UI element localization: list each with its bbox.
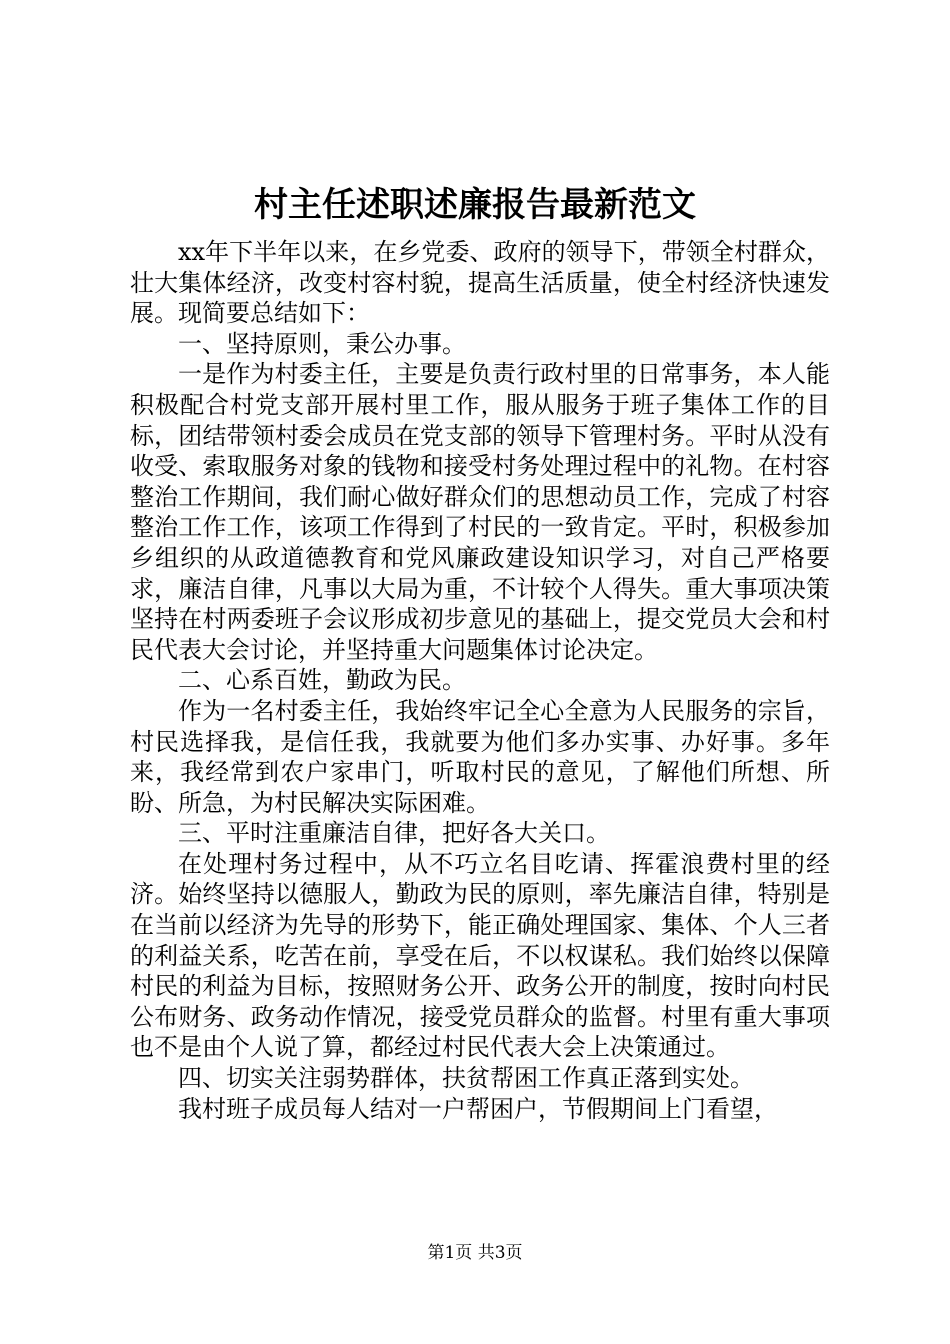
section-heading-4: 四、切实关注弱势群体，扶贫帮困工作真正落到实处。 (178, 1064, 754, 1093)
section-heading-2: 二、心系百姓，勤政为民。 (178, 666, 466, 695)
paragraph-section-1: 一是作为村委主任，主要是负责行政村里的日常事务，本人能积极配合村党支部开展村里工作，服从服务于班子集体工作的目标，团结带领村委会成员在党支部的领导下管理村务。平时从没有收受、索取服务对象的钱物和接受村务处理过程中的礼物。在村容整治工作期间，我们耐心做好群众们的思想动员工作，完成了村容整治工作工作，该项工作得到了村民的一致肯定。平时，积极参加乡组织的从政道德教育和党风廉政建设知识学习，对自己严格要求，廉洁自律，凡事以大局为重，不计较个人得失。重大事项决策坚持在村两委班子会议形成初步意见的基础上，提交党员大会和村民代表大会讨论，并坚持重大问题集体讨论决定。 (130, 360, 830, 664)
paragraph-section-4: 我村班子成员每人结对一户帮困户，节假期间上门看望， (178, 1094, 778, 1123)
section-heading-3: 三、平时注重廉洁自律，把好各大关口。 (178, 819, 610, 848)
paragraph-section-3: 在处理村务过程中，从不巧立名目吃请、挥霍浪费村里的经济。始终坚持以德服人，勤政为民的原则，率先廉洁自律，特别是在当前以经济为先导的形势下，能正确处理国家、集体、个人三者的利益关系，吃苦在前，享受在后，不以权谋私。我们始终以保障村民的利益为目标，按照财务公开、政务公开的制度，按时向村民公布财务、政务动作情况，接受党员群众的监督。村里有重大事项也不是由个人说了算，都经过村民代表大会上决策通过。 (130, 849, 830, 1062)
page-footer: 第1页 共3页 (427, 1243, 523, 1263)
section-heading-1: 一、坚持原则，秉公办事。 (178, 329, 466, 358)
document-title: 村主任述职述廉报告最新范文 (254, 185, 696, 225)
document-body (130, 237, 830, 1124)
paragraph-intro: xx年下半年以来，在乡党委、政府的领导下，带领全村群众，壮大集体经济，改变村容村貌，提高生活质量，使全村经济快速发展。现简要总结如下： (130, 238, 830, 328)
paragraph-section-2: 作为一名村委主任，我始终牢记全心全意为人民服务的宗旨，村民选择我，是信任我，我就要为他们多办实事、办好事。多年来，我经常到农户家串门，听取村民的意见，了解他们所想、所盼、所急，为村民解决实际困难。 (130, 696, 830, 817)
